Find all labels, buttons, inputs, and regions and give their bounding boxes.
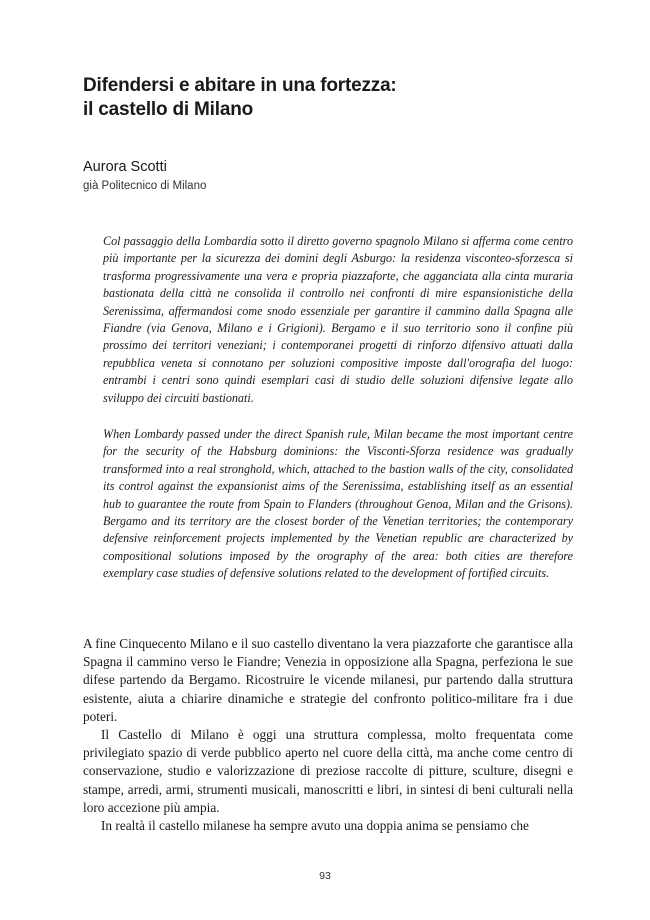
body-paragraph-3: In realtà il castello milanese ha sempre avuto una doppia anima se pensiamo che	[101, 818, 529, 834]
article-title	[83, 74, 563, 122]
body-text	[83, 635, 573, 835]
abstract-english: When Lombardy passed under the direct Spanish rule, Milan became the most important centre for the security of the Habsburg dominions: the Visconti-Sforza residence was gradually transformed into a real stronghold, which, attached to the bastion walls of the city, consolidated its control against the expansionist aims of the Serenissima, establishing itself as an essential hub to guarantee the route from Spain to Flanders (throughout Genoa, Milan and the Grisons). Bergamo and its territory are the closest border of the Venetian territories; the contemporary defensive reinforcement projects implemented by the Venetian republic are characterized by compositional solutions imposed by the orography of the area: both cities are therefore exemplary case studies of defensive solutions related to the development of fortified circuits.	[103, 427, 573, 581]
author-name: Aurora Scotti	[83, 159, 167, 175]
body-paragraph-2: Il Castello di Milano è oggi una struttura complessa, molto frequentata come privilegiato spazio di verde pubblico aperto nel cuore della città, ma anche come centro di conservazione, studio e valorizzazione di preziose raccolte di pitture, sculture, disegni e stampe, arredi, armi, strumenti musicali, manoscritti e libri, in sintesi di beni culturali nella loro accezione più ampia.	[83, 727, 573, 815]
article-title-line-1: Difendersi e abitare in una fortezza:	[83, 75, 397, 96]
author-affiliation: già Politecnico di Milano	[83, 180, 207, 192]
page-number: 93	[319, 870, 331, 882]
article-title-line-2: il castello di Milano	[83, 99, 254, 120]
body-paragraph-1: A fine Cinquecento Milano e il suo castello diventano la vera piazzaforte che garantisce alla Spagna il cammino verso le Fiandre; Venezia in opposizione alla Spagna, perfeziona le sue difese partendo da Bergamo. Ricostruire le vicende milanesi, pur partendo dalla struttura esistente, aiuta a chiarire dinamiche e strategie del confronto politico-militare fra i due poteri.	[83, 636, 573, 724]
abstract-italian: Col passaggio della Lombardia sotto il diretto governo spagnolo Milano si afferma come centro più importante per la sicurezza dei domini degli Asburgo: la residenza visconteo-sforzesca si trasforma progressivamente una vera e propria piazzaforte, che agganciata alla cinta muraria bastionata della città ne consolida il controllo nei confronti di mire espansionistiche della Serenissima, affermandosi come snodo essenziale per garantire il cammino dalla Spagna alle Fiandre (via Genova, Milano e i Grigioni). Bergamo e il suo territorio sono il confine più prossimo dei territori veneziani; i contemporanei progetti di rinforzo difensivo attuati dalla repubblica veneta si connotano per soluzioni compositive imposte dall'orografia del luogo: entrambi i centri sono quindi esemplari casi di studio delle soluzioni difensive legate allo sviluppo dei circuiti bastionati.	[103, 234, 573, 405]
